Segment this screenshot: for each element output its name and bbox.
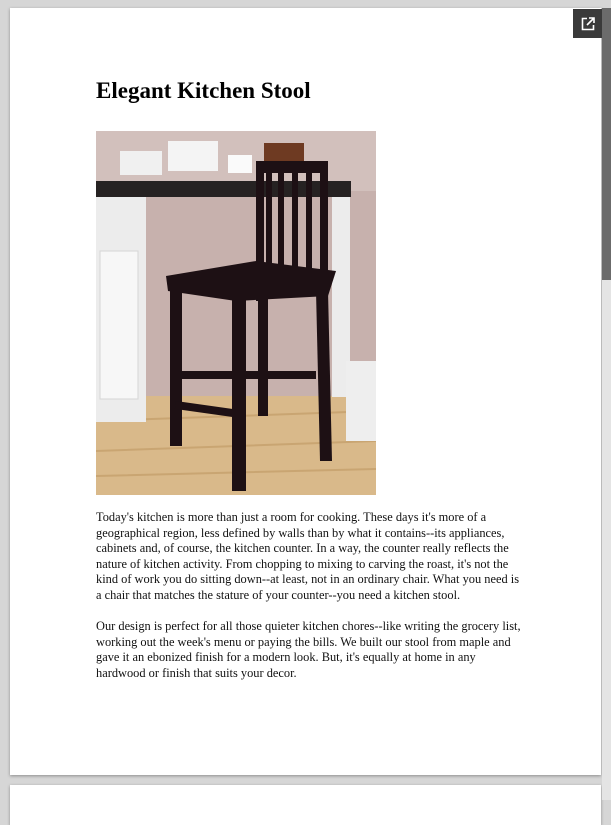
- paragraph: Today's kitchen is more than just a room for cooking. These days it's more of a geographical region, less defined by walls than by what it contains--its appliances, cabinets and, of course, the kitchen counter. In a way, the counter really reflects the nature of kitchen activity. From chopping to mixing to carving the roast, it's not the kind of work you do sitting down--at least, not in an ordinary chair. What you need is a chair that matches the stature of your counter--you need a kitchen stool.: [96, 510, 520, 602]
- pdf-page-2: [10, 785, 601, 825]
- scrollbar-thumb[interactable]: [602, 8, 611, 280]
- article-body: [96, 510, 521, 697]
- paragraph: Our design is perfect for all those quieter kitchen chores--like writing the grocery list, working out the week's menu or paying the bills. We built our stool from maple and gave it an ebonized finish for a modern look. But, it's equally at home in any hardwood or finish that suits your decor.: [96, 619, 521, 680]
- popout-button[interactable]: [573, 9, 602, 38]
- page-title: Elegant Kitchen Stool: [96, 78, 311, 103]
- open-in-new-icon: [581, 17, 595, 31]
- kitchen-stool-photo: [96, 131, 376, 495]
- pdf-page-1: [10, 8, 601, 775]
